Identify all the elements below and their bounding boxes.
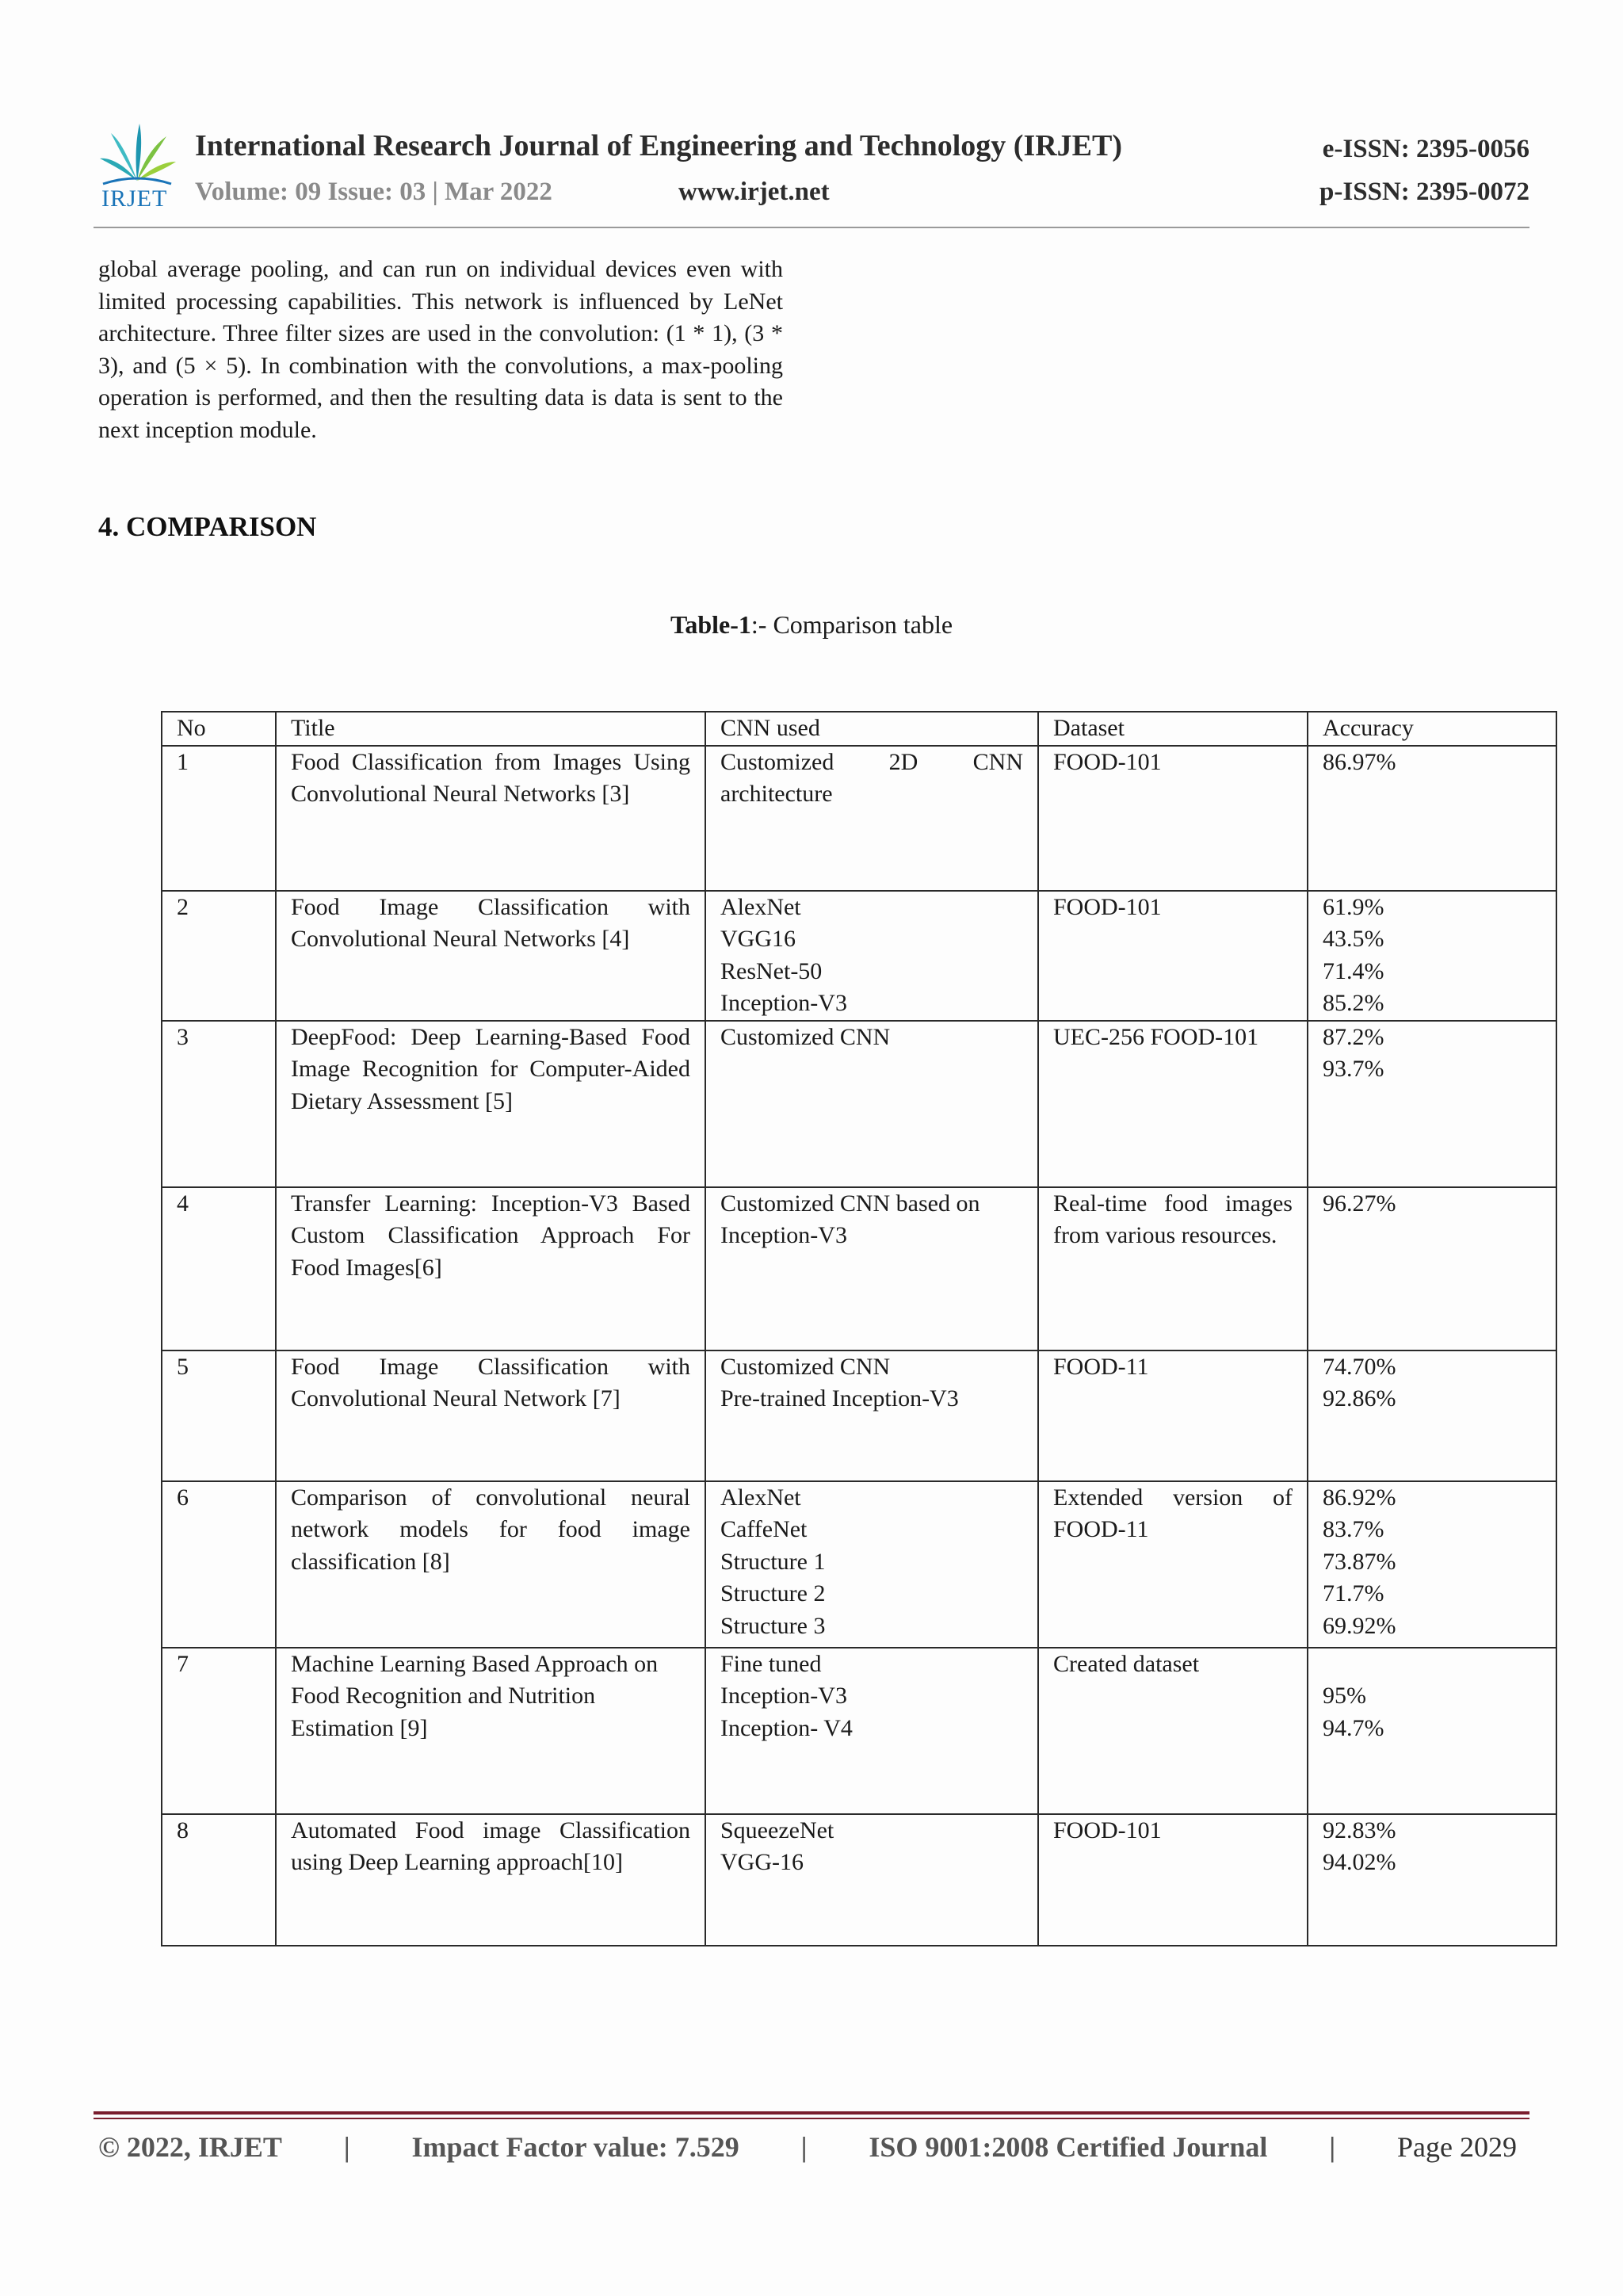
comparison-table xyxy=(161,711,1557,1946)
footer-iso: ISO 9001:2008 Certified Journal xyxy=(869,2131,1268,2163)
journal-title: International Research Journal of Engineering and Technology (IRJET) xyxy=(195,129,1123,162)
footer-separator: | xyxy=(1329,2131,1336,2163)
page-number: Page 2029 xyxy=(1396,2131,1517,2163)
cell-accuracy xyxy=(1308,1021,1556,1187)
cnn-line: Structure 2 xyxy=(720,1580,826,1606)
cnn-line: ResNet-50 xyxy=(720,957,823,984)
accuracy-line xyxy=(1323,1648,1541,1681)
table-row xyxy=(162,891,1556,1021)
page-header xyxy=(94,117,1529,228)
page-footer xyxy=(98,2130,1517,2164)
cnn-line: Structure 1 xyxy=(720,1548,826,1575)
section-heading: 4. COMPARISON xyxy=(98,511,317,542)
accuracy-line: 95% xyxy=(1323,1683,1366,1709)
cell-title: Food Classification from Images Using Convolutional Neural Networks [3] xyxy=(276,746,705,891)
cell-title: Food Image Classification with Convolutional Neural Networks [4] xyxy=(276,891,705,1021)
cell-no: 6 xyxy=(162,1481,276,1648)
footer-impact-factor: Impact Factor value: 7.529 xyxy=(411,2131,739,2163)
accuracy-line: 96.27% xyxy=(1323,1190,1396,1217)
accuracy-line: 85.2% xyxy=(1323,990,1384,1016)
cnn-line: VGG-16 xyxy=(720,1849,804,1875)
footer-copyright: © 2022, IRJET xyxy=(98,2131,282,2163)
cell-dataset: FOOD-101 xyxy=(1038,1814,1308,1946)
logo-text: IRJET xyxy=(101,185,168,212)
accuracy-line: 83.7% xyxy=(1323,1516,1384,1542)
cell-title: Transfer Learning: Inception-V3 Based Custom Classification Approach For Food Images[6] xyxy=(276,1187,705,1350)
cell-cnn xyxy=(705,1187,1038,1350)
cell-title: Comparison of convolutional neural network models for food image classification [8] xyxy=(276,1481,705,1648)
cell-dataset: Created dataset xyxy=(1038,1648,1308,1814)
cell-no: 4 xyxy=(162,1187,276,1350)
cell-title: Food Image Classification with Convolutional Neural Network [7] xyxy=(276,1350,705,1481)
cell-no: 2 xyxy=(162,891,276,1021)
accuracy-line: 92.83% xyxy=(1323,1817,1396,1843)
cell-no: 8 xyxy=(162,1814,276,1946)
accuracy-line: 86.97% xyxy=(1323,748,1396,775)
cnn-line: Customized 2D CNN architecture xyxy=(720,748,1023,807)
footer-divider xyxy=(94,2111,1529,2115)
cell-dataset: Extended version of FOOD-11 xyxy=(1038,1481,1308,1648)
cell-cnn xyxy=(705,746,1038,891)
cnn-line: VGG16 xyxy=(720,926,796,952)
cnn-line: Customized CNN xyxy=(720,1023,891,1050)
accuracy-line: 87.2% xyxy=(1323,1023,1384,1050)
cell-title: DeepFood: Deep Learning-Based Food Image Recognition for Computer-Aided Dietary Assessment [5] xyxy=(276,1021,705,1187)
table-header-row xyxy=(162,712,1556,746)
cell-accuracy xyxy=(1308,1481,1556,1648)
cnn-line: Inception-V3 xyxy=(720,1683,847,1709)
header-cnn: CNN used xyxy=(705,712,1038,746)
p-issn: p-ISSN: 2395-0072 xyxy=(1319,178,1529,206)
table-row xyxy=(162,1648,1556,1814)
cell-dataset: UEC-256 FOOD-101 xyxy=(1038,1021,1308,1187)
body-paragraph: global average pooling, and can run on individual devices even with limited processing capabilities. This network is influenced by LeNet architecture. Three filter sizes are used in the convolution: (1 * 1), (3 * 3), and (5 × 5). In combination with the convolutions, a max-pooling operation is performed, and then the resulting data is data is sent to the next inception module. xyxy=(98,256,783,443)
cell-accuracy xyxy=(1308,891,1556,1021)
cell-cnn xyxy=(705,1814,1038,1946)
e-issn: e-ISSN: 2395-0056 xyxy=(1322,135,1529,163)
table-caption-text: :- Comparison table xyxy=(750,610,953,639)
table-caption xyxy=(0,610,1623,640)
header-divider xyxy=(94,227,1529,228)
cell-cnn xyxy=(705,1648,1038,1814)
accuracy-line: 61.9% xyxy=(1323,893,1384,920)
cell-no: 1 xyxy=(162,746,276,891)
cell-dataset: Real-time food images from various resources. xyxy=(1038,1187,1308,1350)
footer-divider-thin xyxy=(94,2118,1529,2119)
cnn-line: AlexNet xyxy=(720,1484,801,1511)
cell-accuracy xyxy=(1308,1648,1556,1814)
cnn-line: Fine tuned xyxy=(720,1650,822,1677)
cell-cnn xyxy=(705,1481,1038,1648)
cnn-line: CaffeNet xyxy=(720,1516,808,1542)
cnn-line: Customized CNN xyxy=(720,1353,891,1380)
cnn-line: Customized CNN based on Inception-V3 xyxy=(720,1190,980,1248)
accuracy-line: 94.7% xyxy=(1323,1714,1384,1741)
accuracy-line: 86.92% xyxy=(1323,1484,1396,1511)
table-row xyxy=(162,1021,1556,1187)
cell-accuracy xyxy=(1308,1350,1556,1481)
cell-title: Automated Food image Classification using Deep Learning approach[10] xyxy=(276,1814,705,1946)
accuracy-line: 73.87% xyxy=(1323,1548,1396,1575)
cell-cnn xyxy=(705,1021,1038,1187)
footer-separator: | xyxy=(343,2131,350,2163)
cell-dataset: FOOD-101 xyxy=(1038,891,1308,1021)
table-row xyxy=(162,1350,1556,1481)
cell-cnn xyxy=(705,891,1038,1021)
cell-title: Machine Learning Based Approach on Food Recognition and Nutrition Estimation [9] xyxy=(276,1648,705,1814)
accuracy-line: 94.02% xyxy=(1323,1849,1396,1875)
cell-accuracy xyxy=(1308,1814,1556,1946)
cnn-line: Pre-trained Inception-V3 xyxy=(720,1385,959,1412)
accuracy-line: 74.70% xyxy=(1323,1353,1396,1380)
cnn-line: SqueezeNet xyxy=(720,1817,834,1843)
cnn-line: AlexNet xyxy=(720,893,801,920)
table-caption-label: Table-1 xyxy=(670,610,751,639)
cell-dataset: FOOD-11 xyxy=(1038,1350,1308,1481)
header-accuracy: Accuracy xyxy=(1308,712,1556,746)
footer-separator: | xyxy=(800,2131,808,2163)
cell-cnn xyxy=(705,1350,1038,1481)
accuracy-line: 93.7% xyxy=(1323,1056,1384,1082)
accuracy-line: 69.92% xyxy=(1323,1612,1396,1639)
cell-accuracy xyxy=(1308,1187,1556,1350)
accuracy-line: 71.4% xyxy=(1323,957,1384,984)
journal-website: www.irjet.net xyxy=(678,178,830,206)
cnn-line: Inception- V4 xyxy=(720,1714,853,1741)
header-dataset: Dataset xyxy=(1038,712,1308,746)
accuracy-line: 71.7% xyxy=(1323,1580,1384,1606)
table-row xyxy=(162,746,1556,891)
accuracy-line: 92.86% xyxy=(1323,1385,1396,1412)
header-title: Title xyxy=(276,712,705,746)
cell-dataset: FOOD-101 xyxy=(1038,746,1308,891)
cell-no: 3 xyxy=(162,1021,276,1187)
accuracy-line: 43.5% xyxy=(1323,926,1384,952)
table-row xyxy=(162,1814,1556,1946)
volume-issue: Volume: 09 Issue: 03 | Mar 2022 xyxy=(195,178,552,206)
cell-accuracy xyxy=(1308,746,1556,891)
table-row xyxy=(162,1187,1556,1350)
table-row xyxy=(162,1481,1556,1648)
cell-no: 5 xyxy=(162,1350,276,1481)
cell-no: 7 xyxy=(162,1648,276,1814)
cnn-line: Structure 3 xyxy=(720,1612,826,1639)
header-no: No xyxy=(162,712,276,746)
cnn-line: Inception-V3 xyxy=(720,990,847,1016)
